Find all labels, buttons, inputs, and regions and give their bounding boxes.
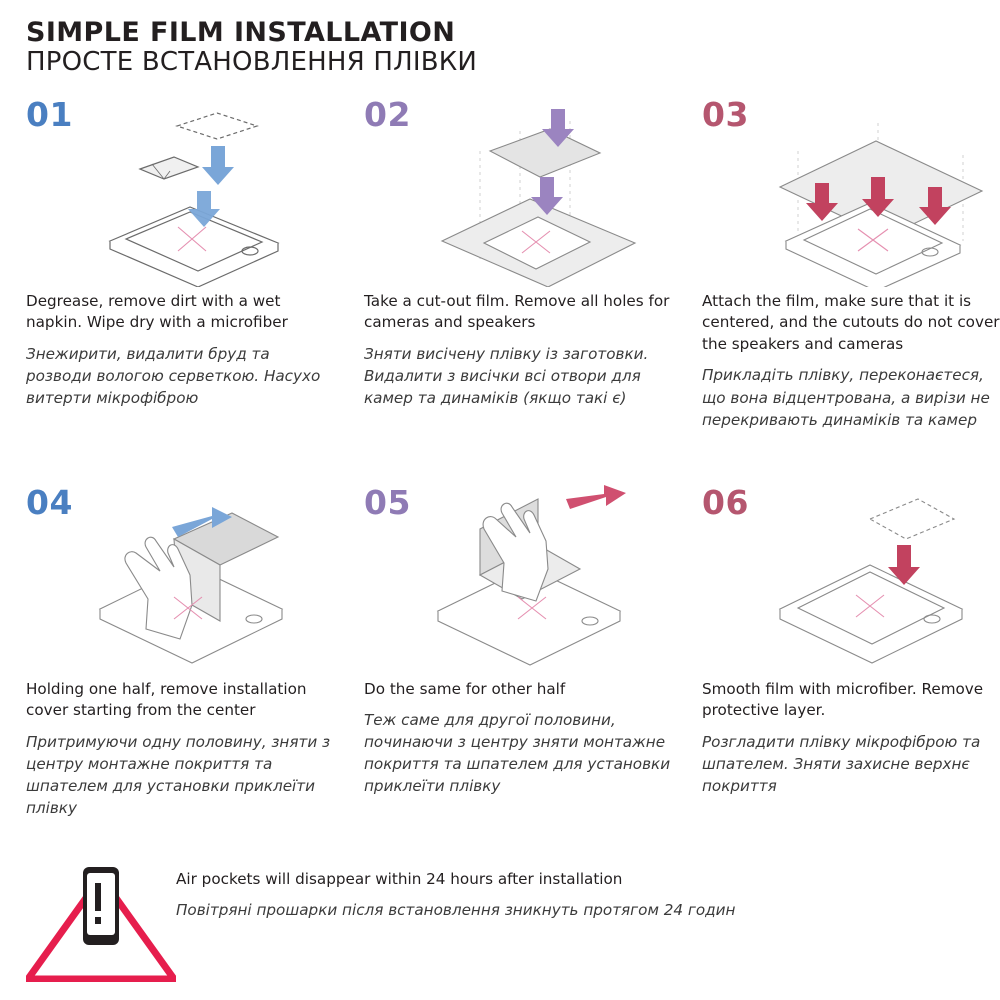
step-card-05 — [364, 479, 674, 839]
step-card-02 — [364, 91, 674, 479]
warning-text — [176, 865, 735, 921]
step-text-en-01: Degrease, remove dirt with a wet napkin. Wipe dry with a microfiber — [26, 291, 288, 332]
step-illustration-01 — [26, 91, 336, 287]
peel-cover-left-half-icon — [82, 479, 336, 675]
step-text-uk-01: Знежирити, видалити бруд та розводи вологою серветкою. Насухо витерти мікрофіброю — [26, 344, 321, 407]
warning-text-uk: Повітряні прошарки після встановлення зникнуть протягом 24 годин — [176, 900, 736, 919]
step-number-04: 04 — [26, 482, 73, 522]
step-card-01 — [26, 91, 336, 479]
step-illustration-06 — [702, 479, 1000, 675]
step-text-uk-06: Розгладити плівку мікрофіброю та шпателем. Зняти захисне верхнє покриття — [702, 732, 981, 795]
step-card-03 — [702, 91, 1000, 479]
page-title-en: SIMPLE FILM INSTALLATION — [26, 17, 456, 48]
step-text-en-04: Holding one half, remove installation cover starting from the center — [26, 679, 307, 720]
page-header — [26, 18, 974, 77]
step-card-06 — [702, 479, 1000, 839]
film-alignment-icon — [758, 91, 1000, 287]
step-illustration-05 — [364, 479, 674, 675]
step-text-en-02: Take a cut-out film. Remove all holes for cameras and speakers — [364, 291, 670, 332]
warning-block — [26, 865, 974, 982]
step-caption-03 — [702, 287, 1000, 431]
step-caption-02 — [364, 287, 674, 409]
steps-row-1 — [26, 91, 1000, 479]
step-number-02: 02 — [364, 94, 411, 134]
step-card-04 — [26, 479, 336, 839]
step-caption-05 — [364, 675, 674, 798]
warning-text-en: Air pockets will disappear within 24 hours after installation — [176, 870, 623, 888]
step-number-03: 03 — [702, 94, 749, 134]
phone-with-cleaning-wipe-icon — [82, 91, 336, 287]
step-number-05: 05 — [364, 482, 411, 522]
step-number-06: 06 — [702, 482, 749, 522]
step-illustration-03 — [702, 91, 1000, 287]
step-text-en-03: Attach the film, make sure that it is centered, and the cutouts do not cover the speakers and cameras — [702, 291, 1000, 353]
step-illustration-04 — [26, 479, 336, 675]
step-text-uk-02: Зняти висічену плівку із заготовки. Видалити з висічки всі отвори для камер та динаміків (якщо такі є) — [364, 344, 649, 407]
step-text-en-05: Do the same for other half — [364, 679, 566, 698]
step-caption-04 — [26, 675, 336, 819]
step-text-uk-04: Притримуючи одну половину, зняти з центру монтажне покриття та шпателем для установки приклеїти плівку — [26, 732, 331, 817]
step-text-uk-05: Теж саме для другої половини, починаючи з центру зняти монтажне покриття та шпателем для установки приклеїти плівку — [364, 711, 671, 796]
step-caption-06 — [702, 675, 1000, 797]
step-illustration-02 — [364, 91, 674, 287]
smooth-film-remove-layer-icon — [758, 479, 1000, 675]
page-title-uk: ПРОСТЕ ВСТАНОВЛЕННЯ ПЛІВКИ — [26, 47, 478, 78]
peel-cover-other-half-icon — [420, 479, 674, 675]
step-text-en-06: Smooth film with microfiber. Remove protective layer. — [702, 679, 984, 720]
step-caption-01 — [26, 287, 336, 409]
steps-row-2 — [26, 479, 984, 839]
film-cutout-removal-icon — [420, 91, 674, 287]
warning-triangle-phone-icon — [26, 865, 176, 982]
step-text-uk-03: Прикладіть плівку, переконаєтеся, що вона відцентрована, а вирізи не перекривають динаміків та камер — [702, 366, 990, 429]
step-number-01: 01 — [26, 94, 73, 134]
